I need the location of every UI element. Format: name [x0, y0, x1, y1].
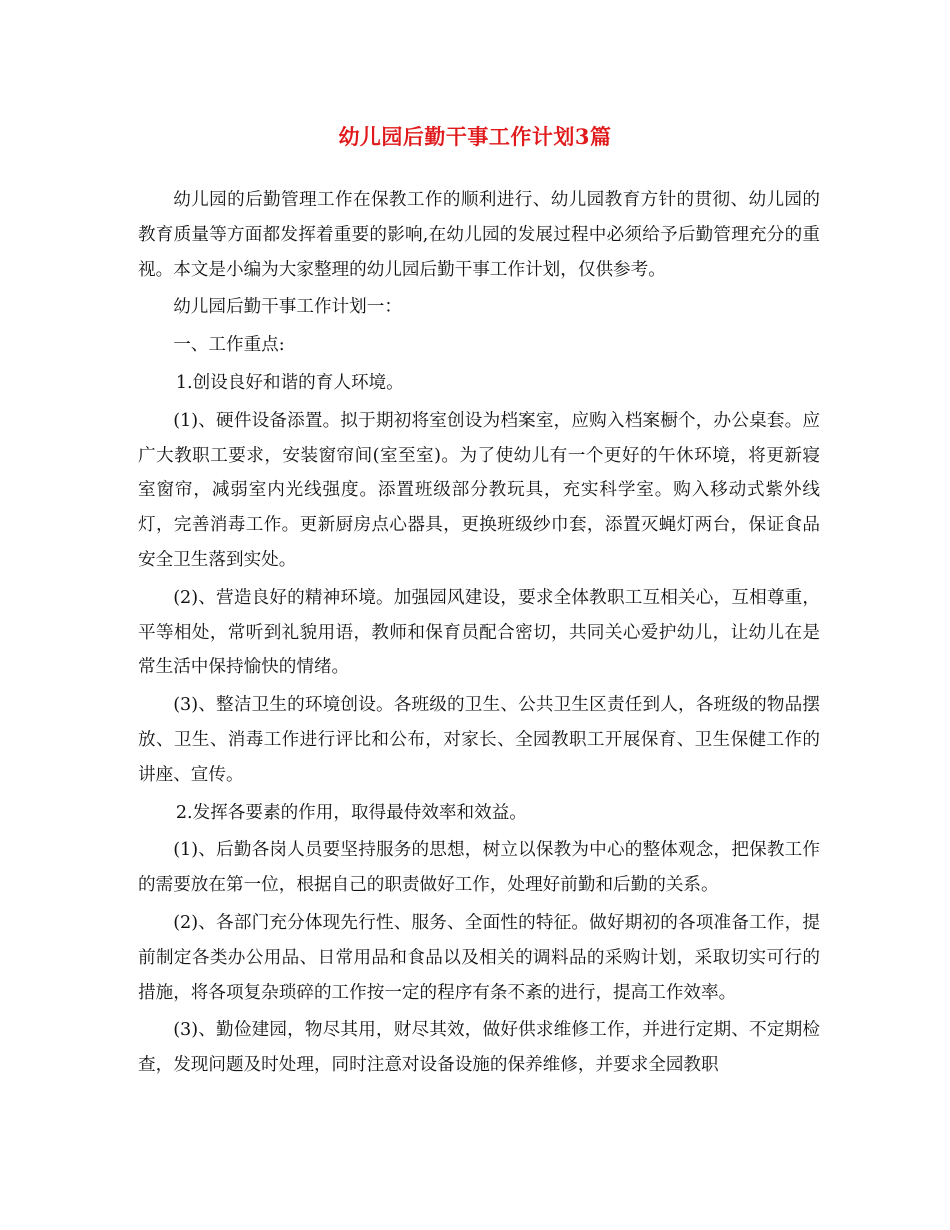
section-heading-work-focus: 一、工作重点: [173, 335, 285, 356]
paragraph-spirit-environment: (2)、营造良好的精神环境。加强园风建设，要求全体教职工互相关心，互相尊重，平等相处，常听到礼貌用语，教师和保育员配合密切，共同关心爱护幼儿，让幼儿在是常生活中保持愉快的情绪。 [138, 587, 820, 678]
paragraph-service-thinking: (1)、后勤各岗人员要坚持服务的思想，树立以保教为中心的整体观念，把保教工作的需要放在第一位，根据自己的职责做好工作，处理好前勤和后勤的关系。 [138, 840, 820, 896]
plan-one-heading: 幼儿园后勤干事工作计划一： [173, 297, 402, 318]
paragraph-thrift: (3)、勤俭建园，物尽其用，财尽其效，做好供求维修工作，并进行定期、不定期检查，发现问题及时处理，同时注意对设备设施的保养维修，并要求全园教职 [138, 1020, 820, 1076]
subheading-environment: 1.创设良好和谐的育人环境。 [175, 372, 404, 393]
document-body [138, 183, 820, 1086]
paragraph-hygiene-environment: (3)、整洁卫生的环境创设。各班级的卫生、公共卫生区责任到人，各班级的物品摆放、卫生、消毒工作进行评比和公布，对家长、全园教职工开展保育、卫生保健工作的讲座、宣传。 [138, 695, 820, 785]
subheading-elements: 2.发挥各要素的作用，取得最侍效率和效益。 [175, 802, 527, 823]
paragraph-hardware: (1)、硬件设备添置。拟于期初将室创设为档案室，应购入档案橱个，办公桌套。应广大教职工要求，安装窗帘间(室至室)。为了使幼儿有一个更好的午休环境，将更新寝室窗帘，减弱室内光线强度。添置班级部分教玩具，充实科学室。购入移动式紫外线灯，完善消毒工作。更新厨房点心器具，更换班级纱巾套，添置灭蝇灯两台，保证食品安全卫生落到实处。 [138, 410, 820, 570]
paragraph-departments: (2)、各部门充分体现先行性、服务、全面性的特征。做好期初的各项准备工作，提前制定各类办公用品、日常用品和食品以及相关的调料品的采购计划，采取切实可行的措施，将各项复杂琐碎的工作按一定的程序有条不紊的进行，提高工作效率。 [138, 912, 820, 1003]
document-title: 幼儿园后勤干事工作计划3篇 [338, 124, 612, 149]
intro-paragraph: 幼儿园的后勤管理工作在保教工作的顺利进行、幼儿园教育方针的贯彻、幼儿园的教育质量等方面都发挥着重要的影响,在幼儿园的发展过程中必须给予后勤管理充分的重视。本文是小编为大家整理的幼儿园后勤干事工作计划，仅供参考。 [138, 190, 820, 280]
